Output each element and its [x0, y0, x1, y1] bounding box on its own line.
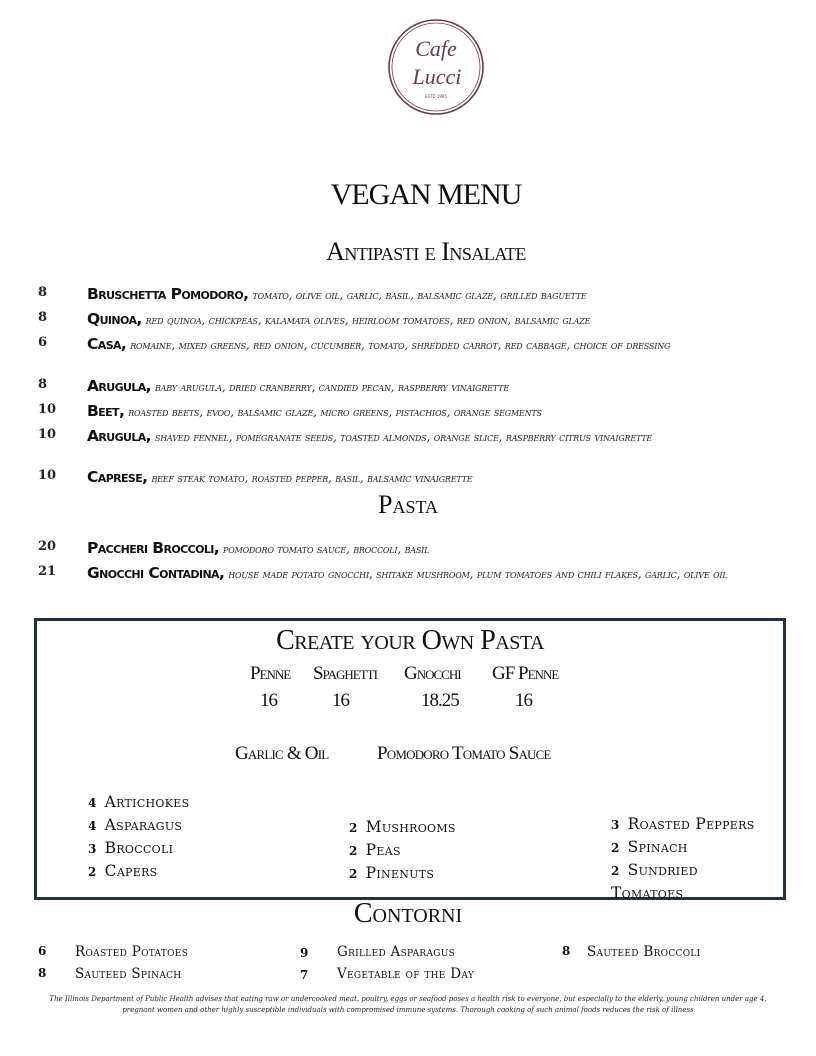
- item-price: 10: [38, 427, 57, 442]
- addon-name: Roasted Peppers: [627, 815, 755, 833]
- addon-column-2: [349, 816, 456, 885]
- item-name: Caprese,: [87, 468, 148, 486]
- item-description: house made potato gnocchi, shitake mushroom, plum tomatoes and chili flakes, garlic, olive oil: [228, 567, 728, 581]
- addon-name: Broccoli: [104, 839, 174, 857]
- addon-item: [611, 836, 786, 859]
- pasta-type-spaghetti: Spaghetti: [313, 663, 377, 684]
- addon-price: 2: [88, 865, 97, 879]
- sauce-pomodoro: Pomodoro Tomato Sauce: [377, 743, 551, 764]
- addon-name: Asparagus: [104, 816, 183, 834]
- pasta-type-penne: Penne: [250, 663, 291, 684]
- addon-price: 2: [349, 867, 358, 881]
- addon-price: 2: [611, 864, 620, 878]
- item-description: pomodoro tomato sauce, broccoli, basil: [223, 542, 430, 556]
- addon-name: Spinach: [627, 838, 688, 856]
- pasta-heading: Pasta: [377, 490, 439, 519]
- item-description: red quinoa, chickpeas, kalamata olives, heirloom tomatoes, red onion, balsamic glaze: [145, 313, 591, 327]
- item-name: Quinoa,: [87, 310, 142, 328]
- side-price: 6: [38, 944, 47, 958]
- side-name: Sauteed Broccoli: [587, 944, 701, 960]
- addon-name: Mushrooms: [365, 818, 456, 836]
- health-disclaimer: The Illinois Department of Public Health advises that eating raw or undercooked meat, poultry, eggs or seafood poses a health risk to everyone, but especially to the elderly, young children under age 4, pregnant women and other highly susceptible individuals with compromised immune systems. Thorough cooking of such animal foods reduces the risk of illness: [49, 995, 767, 1014]
- logo-estd: ESTD 1995: [424, 94, 448, 99]
- addon-column-1: [88, 791, 189, 883]
- addon-item: [88, 791, 189, 814]
- pasta-type-gf-penne: GF Penne: [492, 663, 559, 684]
- addon-price: 3: [611, 818, 620, 832]
- addon-price: 2: [349, 844, 358, 858]
- pasta-price-gnocchi: 18.25: [421, 690, 459, 711]
- item-name: Paccheri Broccoli,: [87, 539, 220, 557]
- pasta-price-spaghetti: 16: [332, 690, 349, 711]
- side-price: 8: [38, 966, 47, 980]
- antipasti-heading: Antipasti e Insalate: [326, 237, 526, 266]
- pasta-type-gnocchi: Gnocchi: [404, 663, 461, 684]
- side-price: 7: [300, 968, 309, 982]
- item-name: Bruschetta Pomodoro,: [87, 285, 249, 303]
- item-price: 10: [38, 468, 57, 483]
- addon-price: 4: [88, 819, 97, 833]
- item-name: Beet,: [87, 402, 125, 420]
- item-price: 8: [38, 285, 48, 300]
- addon-name: Pinenuts: [365, 864, 435, 882]
- item-price: 21: [38, 564, 57, 579]
- pasta-price-penne: 16: [260, 690, 277, 711]
- addon-price: 2: [611, 841, 620, 855]
- addon-price: 4: [88, 796, 97, 810]
- item-description: baby arugula, dried cranberry, candied pecan, raspberry vinaigrette: [154, 380, 509, 394]
- addon-price: 2: [349, 821, 358, 835]
- addon-column-3: [611, 813, 786, 904]
- item-description: romaine, mixed greens, red onion, cucumber, tomato, shredded carrot, red cabbage, choice of dressing: [130, 338, 671, 352]
- addon-name: Peas: [365, 841, 401, 859]
- item-price: 20: [38, 539, 57, 554]
- item-price: 10: [38, 402, 57, 417]
- item-name: Arugula,: [87, 377, 151, 395]
- addon-name: Artichokes: [104, 793, 190, 811]
- item-description: roasted beets, evoo, balsamic glaze, micro greens, pistachios, orange segments: [128, 405, 542, 419]
- side-name: Vegetable of the Day: [337, 966, 475, 982]
- addon-item: [88, 814, 189, 837]
- side-price: 8: [562, 944, 571, 958]
- contorni-heading: Contorni: [353, 898, 463, 929]
- item-name: Arugula,: [87, 427, 151, 445]
- item-price: 6: [38, 335, 48, 350]
- logo-line1: Cafe: [415, 36, 457, 61]
- addon-item: [611, 813, 786, 836]
- create-your-own-pasta-box: [34, 618, 786, 900]
- create-your-own-heading: Create your Own Pasta: [276, 625, 544, 656]
- item-description: beef steak tomato, roasted pepper, basil, balsamic vinaigrette: [151, 471, 473, 485]
- addon-item: [349, 862, 456, 885]
- addon-name: Sundried Tomatoes: [611, 861, 698, 902]
- side-name: Grilled Asparagus: [337, 944, 456, 960]
- side-name: Sauteed Spinach: [75, 966, 182, 982]
- pasta-price-gf-penne: 16: [515, 690, 532, 711]
- item-name: Casa,: [87, 335, 127, 353]
- item-price: 8: [38, 377, 48, 392]
- addon-price: 3: [88, 842, 97, 856]
- addon-item: [88, 837, 189, 860]
- side-price: 9: [300, 946, 309, 960]
- item-price: 8: [38, 310, 48, 325]
- cafe-lucci-logo: [387, 18, 485, 116]
- sauce-garlic-oil: Garlic & Oil: [235, 743, 329, 764]
- addon-name: Capers: [104, 862, 158, 880]
- item-name: Gnocchi Contadina,: [87, 564, 225, 582]
- addon-item: [349, 816, 456, 839]
- addon-item: [349, 839, 456, 862]
- logo-line2: Lucci: [412, 64, 462, 89]
- side-name: Roasted Potatoes: [75, 944, 189, 960]
- menu-title: VEGAN MENU: [330, 178, 522, 211]
- item-description: shaved fennel, pomegranate seeds, toasted almonds, orange slice, raspberry citrus vinaigrette: [154, 430, 653, 444]
- addon-item: [88, 860, 189, 883]
- item-description: tomato, olive oil, garlic, basil, balsamic glaze, grilled baguette: [252, 288, 587, 302]
